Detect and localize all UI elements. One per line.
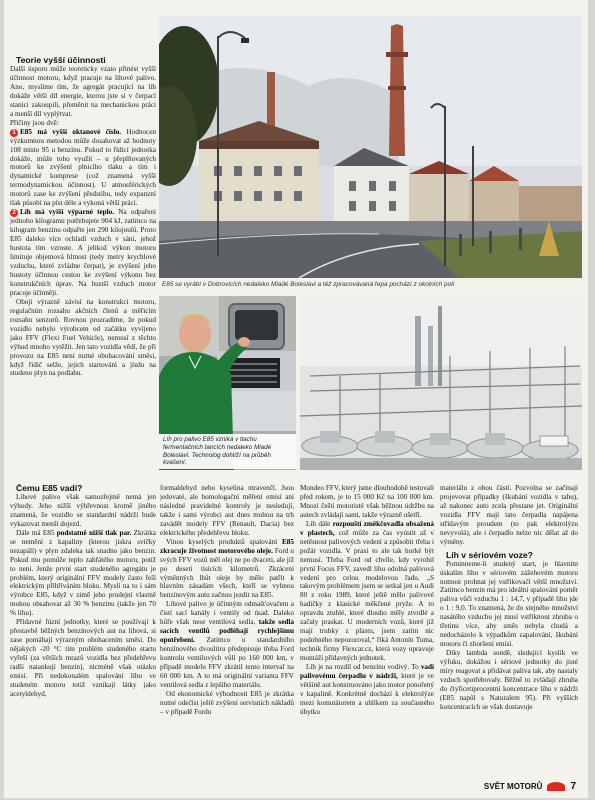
- paragraph-c4-1: materiálu z obou částí. Pozvolna se začínají projevovat případky (škubání vozidla v tahu), až nakonec auto zcela přestane jet. Originální vozidla FFV mají tato čerpadla napájena střídavým proudem (to pak elektrolýzu nevyvolá), ale i čerpadlo nelze nic dělat až do výměny.: [440, 484, 578, 546]
- text-span: Líh dále: [306, 519, 333, 528]
- reason-1-text: Hodnocen výzkumnou metodou může dosahovat až hodnoty 108 místo 95 u benzínu. Pokud to řídicí jednotka dokáže, může toho využít – u přeplňovaných motorů ke zvýšení plnicího tlaku a tím i dynamické komprese (což znamená vyšší termodynamickou účinnost). U atmosférických motorů zase ke zvýšení předstihu, tedy expanzní tlak působí na píst déle a vykoná větší práci.: [10, 127, 156, 208]
- reason-1: [10, 128, 156, 209]
- text-span: Vinou kyselých produktů spalování: [166, 537, 283, 546]
- number-badge-1: 1: [10, 129, 18, 137]
- paragraph-cold-3: Přídavné fúzní jednotky, které se používají k přestavbě běžných benzínových aut na lihová, si zase pomáhají výrazným obohacením směsi. Do nějakých -20 °C tím problém studeného startu vyřeší (za větších mrazů vozidla bez předehřevu radši natankují benzin), nicméně však otázku emisí. Při nedokonalém spalování lihu ve studeném motoru totiž vznikají látky jako acetyldehyd,: [10, 618, 156, 698]
- magazine-page: [4, 0, 588, 798]
- paragraph-c4-3: Díky lambda sondě, sledující kyslík ve výfuku, dokážou i sériové jednotky do jisté míry reagovat a přidávat paliva tak, aby nastaly vzduch spotřebovaly. Běžně to zvládají zhruba do čtyřicetiprocentní koncentrace lihu v nádrži (E85 napůl s Naturalem 95). Při vyšších koncentracích se však dostavuje: [440, 649, 578, 711]
- column-1-lower: [10, 484, 156, 790]
- text-span: Líh je na rozdíl od benzínu vodivý. To: [306, 663, 421, 672]
- text-span: což může za čas vyústit až v netěsnost palivových vedení a způsobit třeba i požár vozidla. V praxi to ale tak horké být nemusí. Třeba Ford od chvíle, kdy vyrobil první Focus FFV, zavedl lihu odolná palivová vedení pro celou modelovou řadu. „S takovým problémem jsem se setkal jen u Audi 80 z roku 1989, které ještě mělo palivové hadičky z klasické měkčené pryže. A to opravdu ztuhlé, které dlouho měly ztvrdlé a začaly praskat. U moderních vozů, které již mají trubky z plastu, jsem zatím nic podobného nepozoroval,“ říká Antonín Tuma, technik firmy Flexcar.cz, která vozy upravuje montáží přídavných jednotek.: [300, 528, 434, 663]
- paragraph-c2-2: [160, 538, 294, 601]
- paragraph-c3-1: Mondeo FFV, který jsme dlouhodobě testovali před rokem, je to 15 000 Kč na 100 000 km. Mnozí čeští motoristé však běžnou údržbu na autech zvládají sami, takže výrazně ušetří.: [300, 484, 434, 519]
- reason-2: [10, 208, 156, 298]
- paragraph-cold-1: Lihové palivo však samozřejmě nemá jen výhody. Jeho nižší výhřevnost kromě jiného znamená, že vozidlo se standardní nádrží bude vykazovat menší dojezd.: [10, 492, 156, 528]
- heading-drawbacks: Čemu E85 vadí?: [16, 484, 83, 493]
- photo-distillery: [300, 296, 582, 470]
- paragraph-cold-2: [10, 529, 156, 619]
- column-3: [300, 484, 434, 790]
- photo-town-factory: [159, 16, 582, 278]
- text-span: Lihové palivo je účinným odmašťovačem a čistí sací kanály i ventily od úsad. Daleko hůře však nese ventilová sedla,: [160, 600, 294, 627]
- reason-2-title: Líh má vyšší výparné teplo.: [20, 208, 115, 217]
- bold-vapor-pressure: podstatně nižší tlak par.: [56, 528, 132, 537]
- text-span: Ford u svých FFV vozů měl olej ne po dvaceti, ale jíž po deseti tisících kilometrů. Zkrácení výměnných lhůt oleje by mělo patřit k hlavním zásadám všech, kteří se vyhnou benzínovým autu začnou jezdit na E85.: [160, 546, 294, 600]
- bold-oil-life: E85 zkracuje životnost motorového oleje.: [160, 537, 294, 555]
- bold-fuel-pump: vadí palivovému čerpadlu v nádrži,: [300, 663, 434, 681]
- heading-efficiency: Teorie vyšší účinnosti: [16, 56, 106, 65]
- bold-plasticizers: rozpouští změkčovadla obsažená v plastech,: [300, 519, 434, 537]
- text-span: které je ve většině aut konstruováno jako motor ponořený v kapalině. Konkrétně dochází k elektrolýze mezi komutátorem a uhlíkem za současného úbytku: [300, 672, 434, 716]
- number-badge-2: 2: [10, 209, 18, 217]
- photo-town-caption: E85 se vyrábí v Dobrovicích nedaleko Mladé Boleslavi a též zpracovávaná řepa pochází z okolních polí: [162, 281, 455, 288]
- heading-serial-car: Líh v sériovém voze?: [446, 549, 533, 560]
- text-span: Zkrátka se nemění z kapaliny (kterou jiskra svíčky nezapálí) v plyn zdaleka tak snadno jako benzin. Pokud mu pomůže teplo zahřátého motoru, potíž to není. Jenže první start studeného agregátu je problém, který originální FFV modely často řeší elektrickým přihříváním bloku. Myslí na to i sám výrobce E85, když v zimě jeho prodejní vlastně mohou obsahovat až 30 % benzinu (takže jen 70 % lihu).: [10, 528, 156, 618]
- paragraph-c2-4: Od ekonomické výhodnosti E85 je zkrátka nutné odečíst ještě zvýšení servisních nákladů – v případě Fordu: [160, 689, 294, 716]
- paragraph-both: Oboji výrazně závisí na konstrukci motoru, regulačním rozsahu akčních členů a měřicím rozsahu senzorů. Rovnou prozradíme, že pokud vozidlo nebylo výrobcem od začátku vyvíjeno jako FFV (Flexi Fuel Vehicle), nemusí z těchto výhod mnoho vytěžit. Jen tato vozidla vědí, že při provozu na E85 není nutné obohacování směsi, když řídič selže, jejich startování a jízdu na studeno plyn na podlahu.: [10, 297, 156, 378]
- paragraph-c2-3: [160, 600, 294, 690]
- paragraph-reasons: Příčiny jsou dvě:: [10, 118, 59, 127]
- text-span: Zatímco u standardního benzínového dvoulitru předepisuje třeba Ford kontrolu ventilových vůlí po 160 000 km, v případě modelu FFV zkrátil tento interval na 60 000 km. A to má originální varianta FFV ventilová sedla z lepšího materiálu.: [160, 636, 294, 689]
- text-span: Dále má E85: [16, 528, 57, 537]
- column-2: [160, 484, 294, 790]
- column-1: [10, 56, 156, 476]
- reason-1-title: E85 má vyšší oktanové číslo.: [20, 127, 122, 136]
- photo-technologist-caption: Líh pro palivo E85 vzniká v tlachu fermentačních tancích nedaleko Mladé Boleslavi. Technolog dohlíží na průběh kvašení.: [159, 434, 296, 469]
- page-footer: [484, 781, 576, 792]
- paragraph-intro: Další úsporu může teoreticky vzato přinést vyšší účinnost motoru, když pracuje na lihové palivo. Ano, myslíme tím, že agregát pracující na líh dokáže větší díl energie, kterou jste si v čerpací stanici zakoupili, přeměnit na mechanickou práci a menší díl vyplýtvat.: [10, 64, 156, 118]
- paragraph-c3-2: [300, 520, 434, 663]
- paragraph-c2-1: formaldehyd nebo kyselina mravenčí. Jsou jedovaté, ale homologační měření emisí ani následné pravidelné kontroly je nesledují, takže i sami výrobci aut dnes mohou na trh zavádět modely FFV (Renault, Dacia) bez elektrického předehřevu bloku.: [160, 484, 294, 537]
- column-4: [440, 484, 578, 776]
- reason-2-text: Na odpaření jednoho kilogramu potřebujete 904 kJ, zatímco na kilogram benzinu odpařte jen 290 kilojoulů. Proto E85 daleko více ochladí vzduch v sání, jehož hustota tím vzroste. A jelikož výkon motoru limituje objemová hltnost (tedy metry krychlové vzduchu, které zvládne čerpat), je zvýšení jeho hustoty účinnou cestou ke zvýšení výkonu bez konstrukčních úprav. Na hustší vzduch motor pracuje účinněji.: [10, 208, 156, 297]
- magazine-name: SVĚT MOTORŮ: [483, 782, 543, 791]
- bold-valve-seats: takže sedla sacích ventilů podléhají rychlejšímu opotřebení.: [160, 618, 294, 645]
- paragraph-c4-2: Pominneme-li studený start, je hlavním úskalím lihu v sériovém zážehovém motoru nutnost prohnat jej vstřikovačí větší množství. Zatímco benzin má pro ideální spalování poměr paliva vůči vzduchu 1 : 14,7, v případě lihu jde o 1 : 9,0. To znamená, že do stejného množství nasátého vzduchu jej musí vstříknout zhruba o třetinu více, aby směs nebyla chudá a nedocházelo k výpadkům zapalování, škubání motoru či zhoršení emisí.: [440, 559, 578, 649]
- page-number: 7: [570, 781, 576, 792]
- photo-town-factory-image: [159, 16, 582, 278]
- paragraph-c3-3: [300, 663, 434, 717]
- magazine-logo-icon: [547, 782, 565, 791]
- photo-distillery-image: [300, 296, 582, 470]
